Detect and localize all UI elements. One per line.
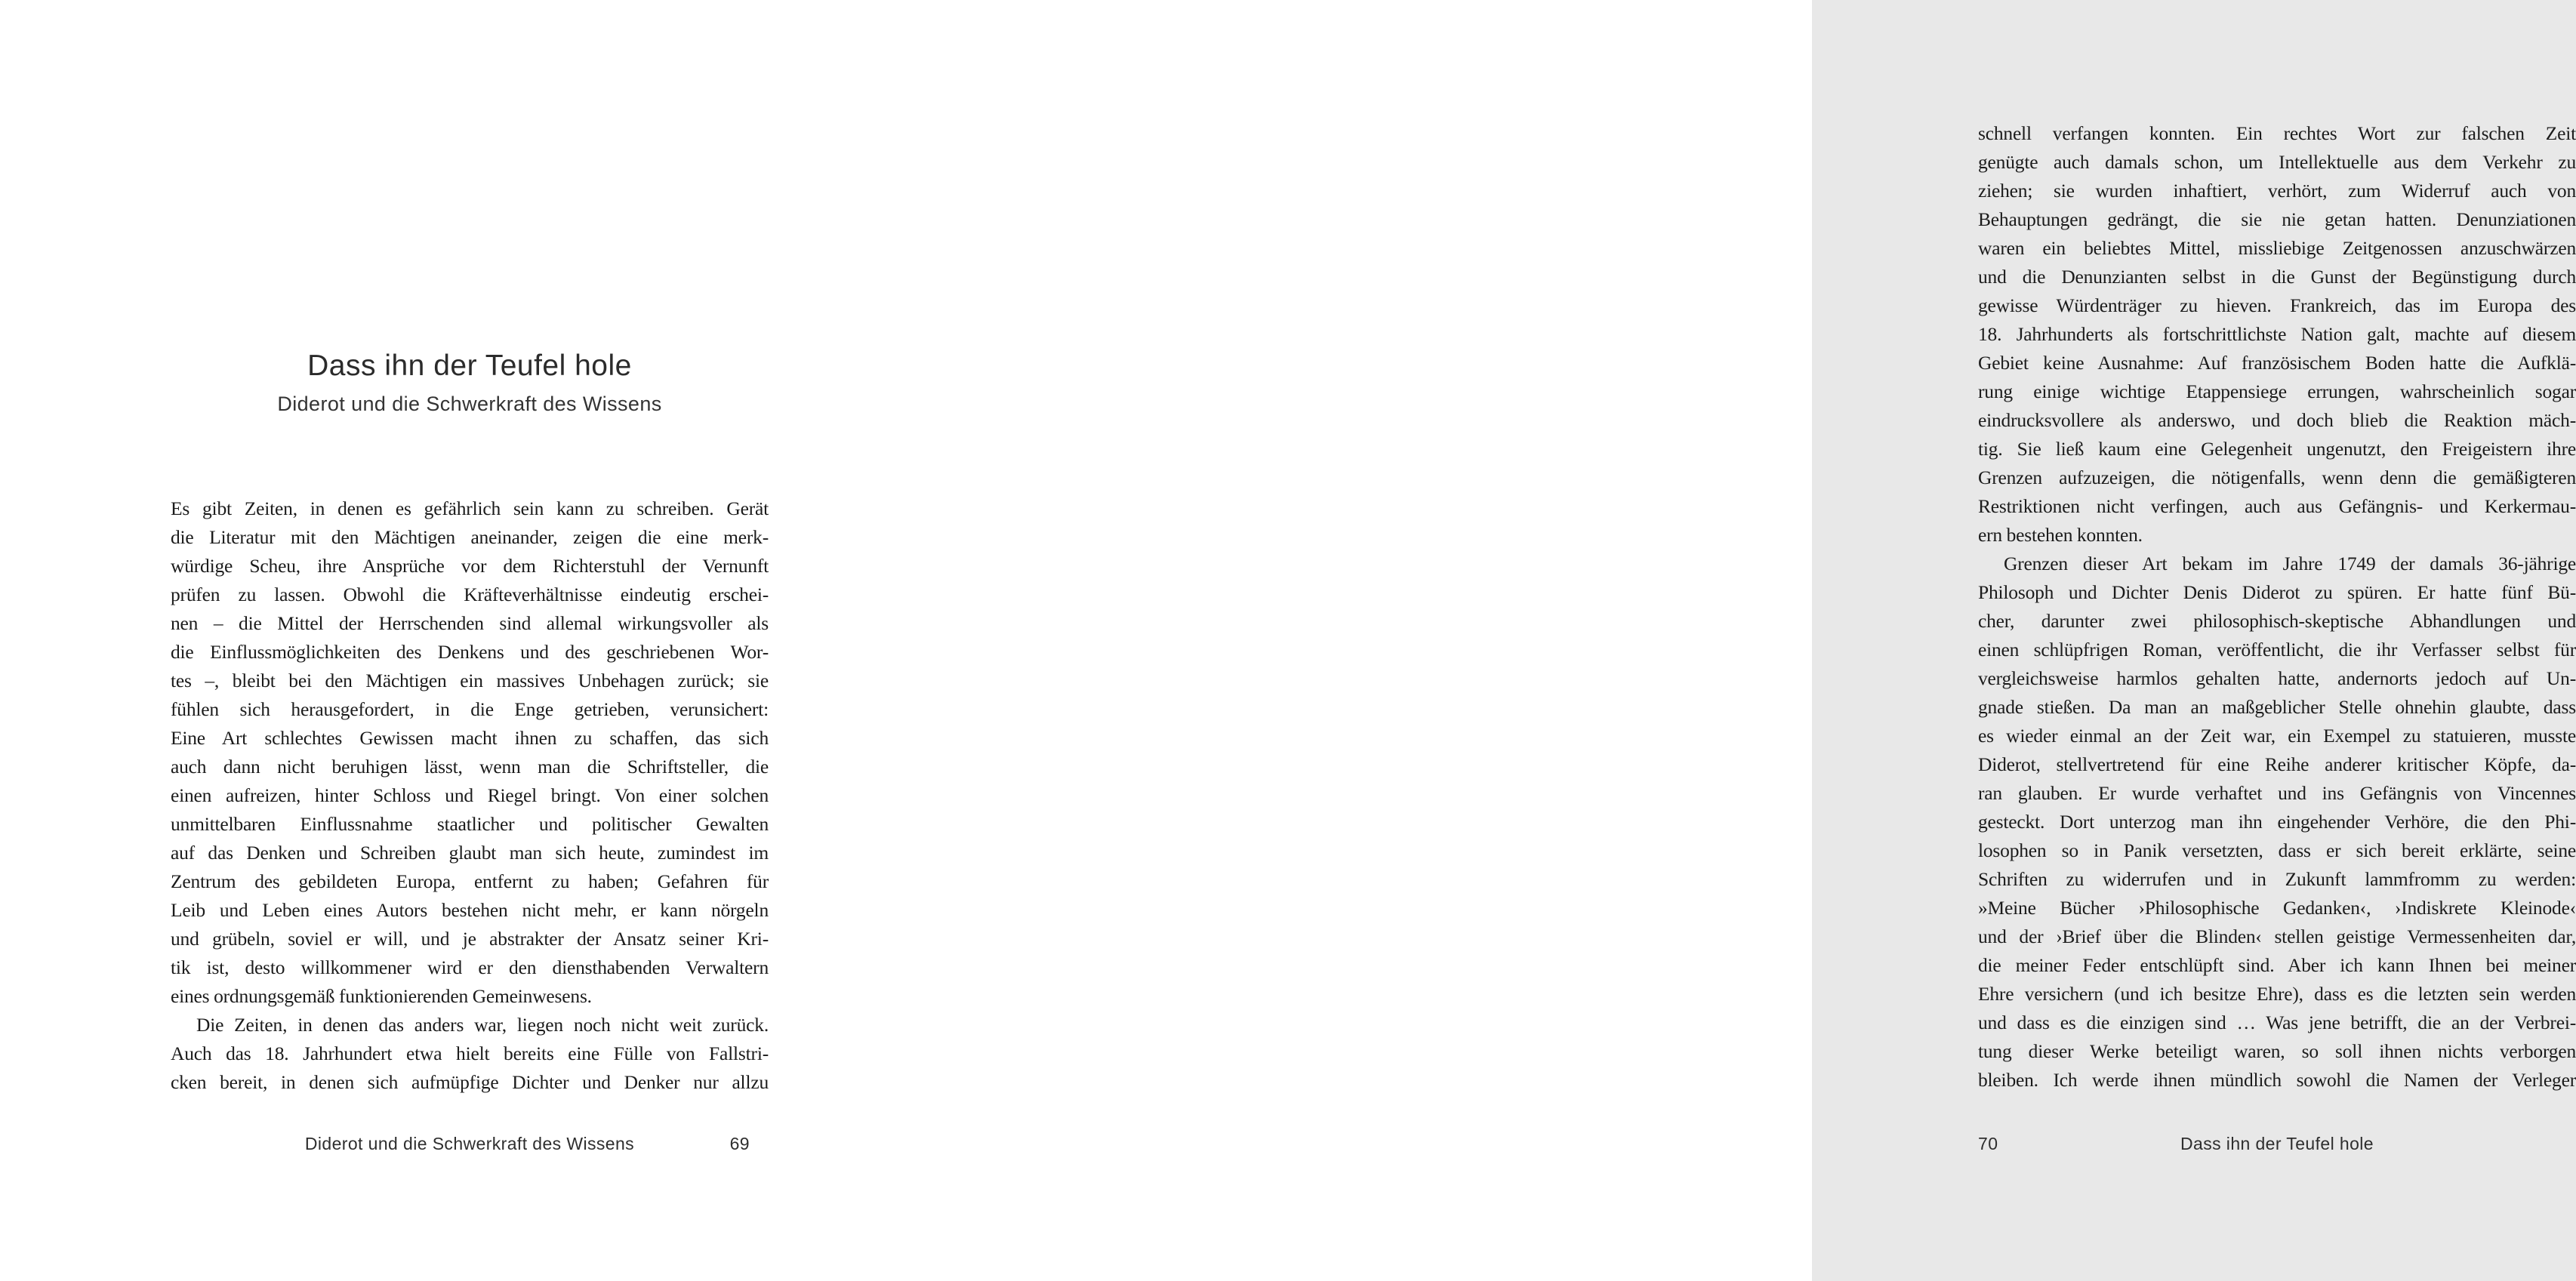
text-line: Grenzen dieser Art bekam im Jahre 1749 der damals 36-jährige	[2004, 553, 2576, 574]
text-line: die Literatur mit den Mächtigen aneinander, zeigen die eine merk-	[171, 526, 769, 548]
text-line: eines ordnungsgemäß funktionierenden Gemeinwesens.	[171, 985, 592, 1007]
text-line: losophen so in Panik versetzten, dass er sich bereit erklärte, seine	[1978, 839, 2576, 861]
text-line: schnell verfangen konnten. Ein rechtes Wort zur falschen Zeit	[1978, 122, 2576, 144]
running-title: Diderot und die Schwerkraft des Wissens	[304, 1134, 635, 1153]
text-line: cher, darunter zwei philosophisch-skeptische Abhandlungen und	[1978, 610, 2576, 632]
text-line: fühlen sich herausgefordert, in die Enge getrieben, verunsichert:	[171, 698, 769, 720]
text-line: ran glauben. Er wurde verhaftet und ins Gefängnis von Vincennes	[1978, 782, 2576, 804]
text-line: nen – die Mittel der Herrschenden sind allemal wirkungsvoller als	[171, 612, 769, 634]
chapter-title: Dass ihn der Teufel hole	[307, 350, 632, 382]
text-line: 18. Jahrhunderts als fortschrittlichste Nation galt, machte auf diesem	[1978, 323, 2576, 345]
text-line: Auch das 18. Jahrhundert etwa hielt bereits eine Fülle von Fallstri-	[171, 1042, 769, 1064]
text-line: unmittelbaren Einflussnahme staatlicher und politischer Gewalten	[171, 813, 769, 835]
text-line: »Meine Bücher ›Philosophische Gedanken‹, ›Indiskrete Kleinode‹	[1978, 897, 2576, 919]
text-line: einen aufreizen, hinter Schloss und Riegel bringt. Von einer solchen	[171, 784, 769, 806]
text-line: Eine Art schlechtes Gewissen macht ihnen zu schaffen, das sich	[171, 727, 769, 749]
text-line: Ehre versichern (und ich besitze Ehre), dass es die letzten sein werden	[1978, 983, 2576, 1005]
text-line: einen schlüpfrigen Roman, veröffentlicht, die ihr Verfasser selbst für	[1978, 639, 2576, 661]
text-line: tung dieser Werke beteiligt waren, so soll ihnen nichts verborgen	[1978, 1040, 2576, 1062]
text-line: und dass es die einzigen sind … Was jene betrifft, die an der Verbrei-	[1978, 1012, 2576, 1033]
text-line: die Einflussmöglichkeiten des Denkens und des geschriebenen Wor-	[171, 641, 769, 663]
text-line: Restriktionen nicht verfingen, auch aus Gefängnis- und Kerkermau-	[1978, 495, 2576, 517]
text-line: waren ein beliebtes Mittel, missliebige Zeitgenossen anzuschwärzen	[1978, 237, 2576, 259]
text-line: Die Zeiten, in denen das anders war, liegen noch nicht weit zurück.	[196, 1014, 769, 1036]
text-line: rung einige wichtige Etappensiege errungen, wahrscheinlich sogar	[1978, 380, 2576, 402]
text-line: ziehen; sie wurden inhaftiert, verhört, zum Widerruf auch von	[1978, 180, 2576, 202]
left-page	[0, 0, 906, 1281]
text-line: vergleichsweise harmlos gehalten hatte, andernorts jedoch auf Un-	[1978, 667, 2576, 689]
page-number: 70	[1978, 1134, 1998, 1153]
text-line: würdige Scheu, ihre Ansprüche vor dem Richterstuhl der Vernunft	[171, 555, 769, 577]
text-line: Philosoph und Dichter Denis Diderot zu spüren. Er hatte fünf Bü-	[1978, 581, 2576, 603]
chapter-heading	[171, 349, 769, 417]
text-line: die meiner Feder entschlüpft sind. Aber ich kann Ihnen bei meiner	[1978, 954, 2576, 976]
text-line: Diderot, stellvertretend für eine Reihe anderer kritischer Köpfe, da-	[1978, 753, 2576, 775]
text-line: prüfen zu lassen. Obwohl die Kräfteverhältnisse eindeutig erschei-	[171, 584, 769, 605]
text-line: bleiben. Ich werde ihnen mündlich sowohl die Namen der Verleger	[1978, 1069, 2576, 1091]
text-line: es wieder einmal an der Zeit war, ein Exempel zu statuieren, musste	[1978, 725, 2576, 747]
text-line: Leib und Leben eines Autors bestehen nicht mehr, er kann nörgeln	[171, 899, 769, 921]
right-page-body	[1978, 119, 2576, 1095]
text-line: Grenzen aufzuzeigen, die nötigenfalls, wenn denn die gemäßigteren	[1978, 467, 2576, 488]
text-line: Schriften zu widerrufen und in Zukunft lammfromm zu werden:	[1978, 868, 2576, 890]
text-line: Gebiet keine Ausnahme: Auf französischem Boden hatte die Aufklä-	[1978, 352, 2576, 374]
text-line: genügte auch damals schon, um Intellektuelle aus dem Verkehr zu	[1978, 151, 2576, 173]
text-line: gesteckt. Dort unterzog man ihn eingehender Verhöre, die den Phi-	[1978, 811, 2576, 833]
chapter-subtitle: Diderot und die Schwerkraft des Wissens	[277, 393, 662, 415]
left-page-body	[171, 494, 769, 1097]
text-line: auf das Denken und Schreiben glaubt man sich heute, zumindest im	[171, 842, 769, 864]
text-line: und der ›Brief über die Blinden‹ stellen geistige Vermessenheiten dar,	[1978, 925, 2576, 947]
text-line: Behauptungen gedrängt, die sie nie getan hatten. Denunziationen	[1978, 208, 2576, 230]
text-line: auch dann nicht beruhigen lässt, wenn man die Schriftsteller, die	[171, 756, 769, 778]
text-line: tes –, bleibt bei den Mächtigen ein massives Unbehagen zurück; sie	[171, 670, 769, 691]
running-title: Dass ihn der Teufel hole	[2180, 1134, 2374, 1153]
text-line: eindrucksvollere als anderswo, und doch blieb die Reaktion mäch-	[1978, 409, 2576, 431]
left-page-footer	[171, 1134, 769, 1161]
text-line: Es gibt Zeiten, in denen es gefährlich sein kann zu schreiben. Gerät	[171, 497, 769, 519]
text-line: tig. Sie ließ kaum eine Gelegenheit ungenutzt, den Freigeistern ihre	[1978, 438, 2576, 460]
text-line: gewisse Würdenträger zu hieven. Frankreich, das im Europa des	[1978, 294, 2576, 316]
text-line: ern bestehen konnten.	[1978, 524, 2143, 546]
text-line: cken bereit, in denen sich aufmüpfige Dichter und Denker nur allzu	[171, 1071, 769, 1093]
page-number: 69	[729, 1134, 750, 1153]
text-line: tik ist, desto willkommener wird er den diensthabenden Verwaltern	[171, 956, 769, 978]
text-line: gnade stießen. Da man an maßgeblicher Stelle ohnehin glaubte, dass	[1978, 696, 2576, 718]
text-line: und grübeln, soviel er will, und je abstrakter der Ansatz seiner Kri-	[171, 928, 769, 950]
right-page	[906, 0, 2576, 1281]
right-page-footer	[1978, 1134, 2576, 1161]
text-line: Zentrum des gebildeten Europa, entfernt zu haben; Gefahren für	[171, 870, 769, 892]
text-line: und die Denunzianten selbst in die Gunst der Begünstigung durch	[1978, 266, 2576, 288]
